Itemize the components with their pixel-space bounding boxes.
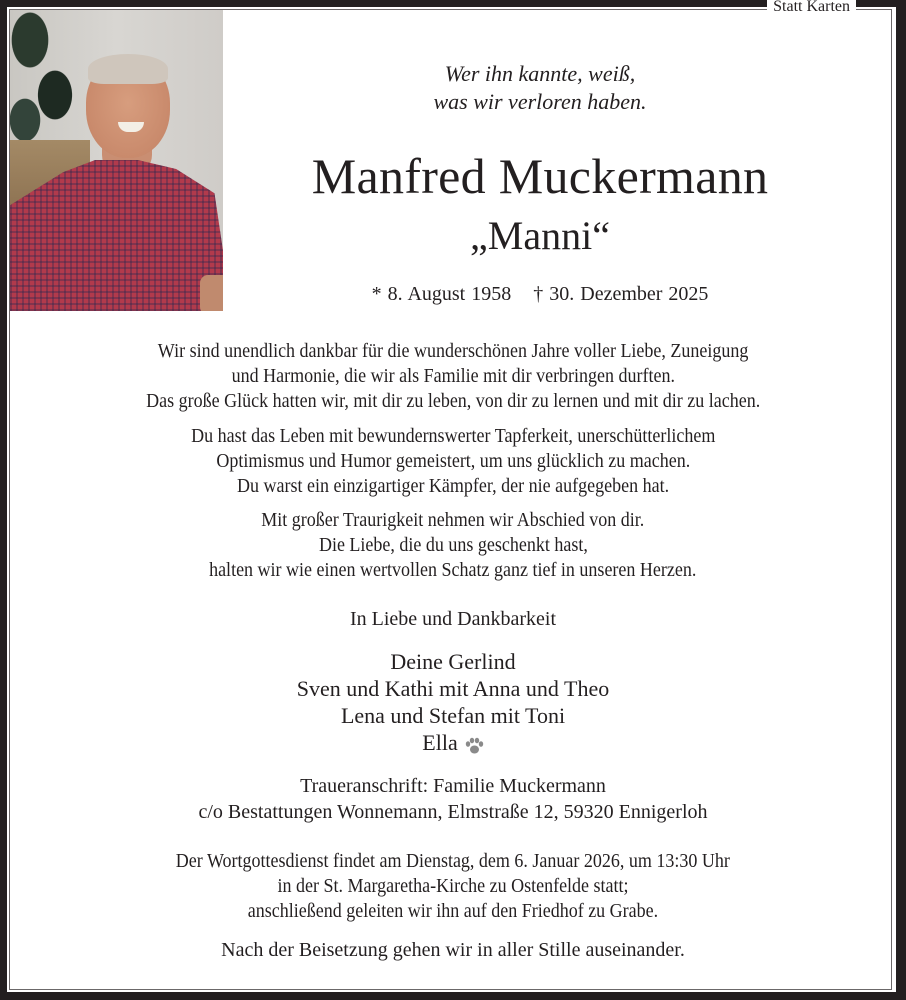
text-line: anschließend geleiten wir ihn auf den Friedhof zu Grabe. [247,900,659,922]
portrait-photo [10,10,223,311]
family-member: Sven und Kathi mit Anna und Theo [296,676,610,701]
text-line: halten wir wie einen wertvollen Schatz ganz tief in unseren Herzen. [209,559,697,581]
text-line: Die Liebe, die du uns geschenkt hast, [318,534,588,556]
motto-line: Wer ihn kannte, weiß, [444,61,636,86]
text-line: Mit großer Traurigkeit nehmen wir Abschied von dir. [261,509,645,531]
family-signatures [20,648,886,756]
text-line: Du warst ein einzigartiger Kämpfer, der nie aufgegeben hat. [236,475,670,497]
life-dates [250,281,830,307]
service-info [20,849,886,924]
family-member-pet [20,729,886,756]
text-line: in der St. Margaretha-Kirche zu Ostenfelde statt; [277,875,629,897]
address-line: c/o Bestattungen Wonnemann, Elmstraße 12, 59320 Ennigerloh [198,801,708,823]
paw-print-icon [464,734,484,752]
text-line: Du hast das Leben mit bewundernswerter Tapferkeit, unerschütterlichem [190,425,716,447]
motto [290,60,790,116]
family-member: Deine Gerlind [390,649,516,674]
motto-line: was wir verloren haben. [433,89,647,114]
text-line: Optimismus und Humor gemeistert, um uns glücklich zu machen. [216,450,690,472]
pet-name: Ella [422,730,458,755]
photo-arm [200,275,223,311]
birth-date: * 8. August 1958 [371,283,512,305]
death-date: † 30. Dezember 2025 [533,283,709,305]
paragraph-farewell [20,508,886,583]
paragraph-gratitude [20,339,886,414]
paragraph-courage [20,424,886,499]
text-line: Der Wortgottesdienst findet am Dienstag, dem 6. Januar 2026, um 13:30 Uhr [175,850,731,872]
address-line: Traueranschrift: Familie Muckermann [300,775,606,797]
final-note: Nach der Beisetzung gehen wir in aller Stille auseinander. [221,939,685,961]
mourning-address [20,773,886,825]
family-member: Lena und Stefan mit Toni [340,703,566,728]
corner-label: Statt Karten [767,0,856,17]
photo-hair [88,54,168,84]
deceased-nickname: „Manni“ [470,213,610,258]
deceased-name: Manfred Muckermann [311,148,769,204]
photo-plant [10,10,80,150]
text-line: Wir sind unendlich dankbar für die wunderschönen Jahre voller Liebe, Zuneigung [157,340,749,362]
closing-phrase: In Liebe und Dankbarkeit [349,608,557,630]
text-line: und Harmonie, die wir als Familie mit dir verbringen durften. [231,365,675,387]
text-line: Das große Glück hatten wir, mit dir zu leben, von dir zu lernen und mit dir zu lachen. [145,390,761,412]
